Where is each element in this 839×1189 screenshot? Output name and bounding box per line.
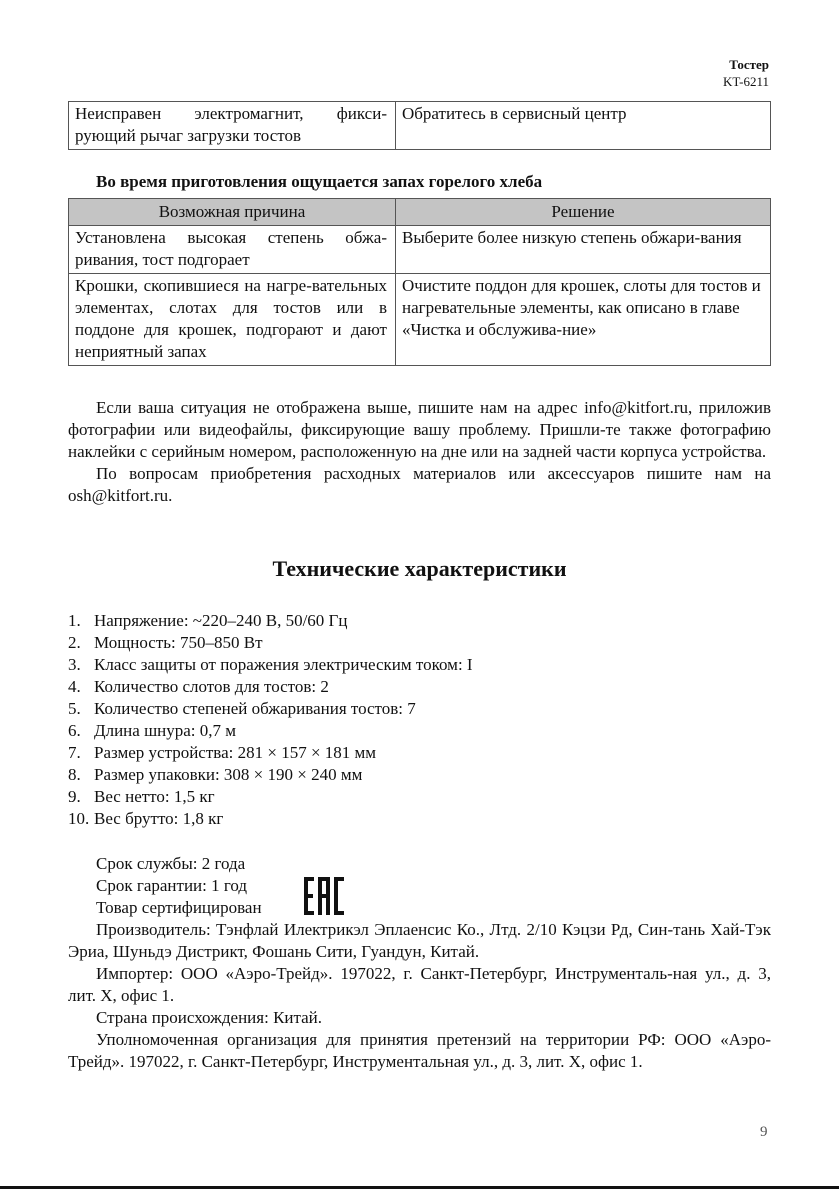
product-name: Тостер — [729, 57, 769, 72]
column-header-solution: Решение — [396, 199, 771, 226]
authorized-org-paragraph: Уполномоченная организация для принятия претензий на территории РФ: ООО «Аэро-Трейд». 197022, г. Санкт-Петербург, Инструментальная ул., д. 3, лит. Х, офис 1. — [68, 1030, 771, 1071]
list-item — [68, 742, 473, 764]
column-header-cause: Возможная причина — [69, 199, 396, 226]
list-item — [68, 676, 473, 698]
table-header-row — [69, 199, 771, 226]
list-item — [68, 764, 473, 786]
item-number: 10. — [68, 809, 90, 828]
table-caption: Во время приготовления ощущается запах горелого хлеба — [96, 172, 543, 191]
model-number: KT-6211 — [723, 74, 769, 89]
item-text: Вес нетто: 1,5 кг — [94, 787, 215, 806]
solution-cell: Обратитесь в сервисный центр — [396, 102, 771, 150]
service-info — [96, 853, 262, 919]
service-life: Срок службы: 2 года — [96, 854, 246, 873]
list-item — [68, 720, 473, 742]
section-title: Технические характеристики — [272, 556, 567, 581]
item-number: 7. — [68, 743, 81, 762]
country-paragraph: Страна происхождения: Китай. — [96, 1008, 323, 1027]
list-item — [68, 610, 473, 632]
item-text: Мощность: 750–850 Вт — [94, 633, 263, 652]
importer-paragraph: Импортер: ООО «Аэро-Трейд». 197022, г. Санкт-Петербург, Инструменталь-ная ул., д. 3, лит. Х, офис 1. — [68, 964, 771, 1005]
troubleshooting-table-continued — [68, 101, 771, 150]
specs-list — [68, 610, 473, 830]
item-number: 5. — [68, 699, 81, 718]
item-number: 2. — [68, 633, 81, 652]
list-item — [68, 654, 473, 676]
cause-cell: Неисправен электромагнит, фикси-рующий рычаг загрузки тостов — [69, 102, 396, 150]
item-text: Напряжение: ~220–240 В, 50/60 Гц — [94, 611, 348, 630]
item-text: Количество слотов для тостов: 2 — [94, 677, 329, 696]
cause-cell: Крошки, скопившиеся на нагре-вательных элементах, слотах для тостов или в поддоне для крошек, подгорают и дают неприятный запах — [69, 274, 396, 366]
cause-cell: Установлена высокая степень обжа-ривания, тост подгорает — [69, 226, 396, 274]
warranty-period: Срок гарантии: 1 год — [96, 876, 248, 895]
contact-paragraph: Если ваша ситуация не отображена выше, пишите нам на адрес info@kitfort.ru, приложив фотографии или видеофайлы, фиксирующие вашу проблему. Пришли-те также фотографию наклейки с серийным номером, расположенную на дне или на задней части корпуса устройства. — [68, 398, 771, 461]
eac-certification-icon — [304, 877, 344, 915]
manufacturer-paragraph: Производитель: Тэнфлай Илектрикэл Эплаенсис Ко., Лтд. 2/10 Кэцзи Рд, Син-тань Хай-Тэк Эриа, Шуньдэ Дистрикт, Фошань Сити, Гуандун, Китай. — [68, 920, 771, 961]
page-number: 9 — [760, 1124, 768, 1140]
list-item — [68, 786, 473, 808]
manufacturer-section — [68, 919, 771, 1073]
list-item — [68, 808, 473, 830]
item-text: Размер устройства: 281 × 157 × 181 мм — [94, 743, 377, 762]
item-text: Количество степеней обжаривания тостов: 7 — [94, 699, 416, 718]
item-text: Вес брутто: 1,8 кг — [94, 809, 224, 828]
table-row — [69, 226, 771, 274]
table-row — [69, 102, 771, 150]
item-number: 1. — [68, 611, 81, 630]
troubleshooting-table — [68, 198, 771, 366]
item-number: 4. — [68, 677, 81, 696]
item-number: 8. — [68, 765, 81, 784]
page-header — [723, 56, 769, 90]
contact-section — [68, 397, 771, 507]
list-item — [68, 632, 473, 654]
list-item — [68, 698, 473, 720]
item-number: 6. — [68, 721, 81, 740]
solution-cell: Выберите более низкую степень обжари-вания — [396, 226, 771, 274]
item-number: 9. — [68, 787, 81, 806]
item-text: Класс защиты от поражения электрическим током: I — [94, 655, 473, 674]
item-text: Размер упаковки: 308 × 190 × 240 мм — [94, 765, 363, 784]
item-number: 3. — [68, 655, 81, 674]
certification-note: Товар сертифицирован — [96, 898, 262, 917]
accessories-paragraph: По вопросам приобретения расходных материалов или аксессуаров пишите нам на osh@kitfort.ru. — [68, 464, 771, 505]
solution-cell: Очистите поддон для крошек, слоты для тостов и нагревательные элементы, как описано в главе «Чистка и обслужива-ние» — [396, 274, 771, 366]
item-text: Длина шнура: 0,7 м — [94, 721, 237, 740]
table-row — [69, 274, 771, 366]
